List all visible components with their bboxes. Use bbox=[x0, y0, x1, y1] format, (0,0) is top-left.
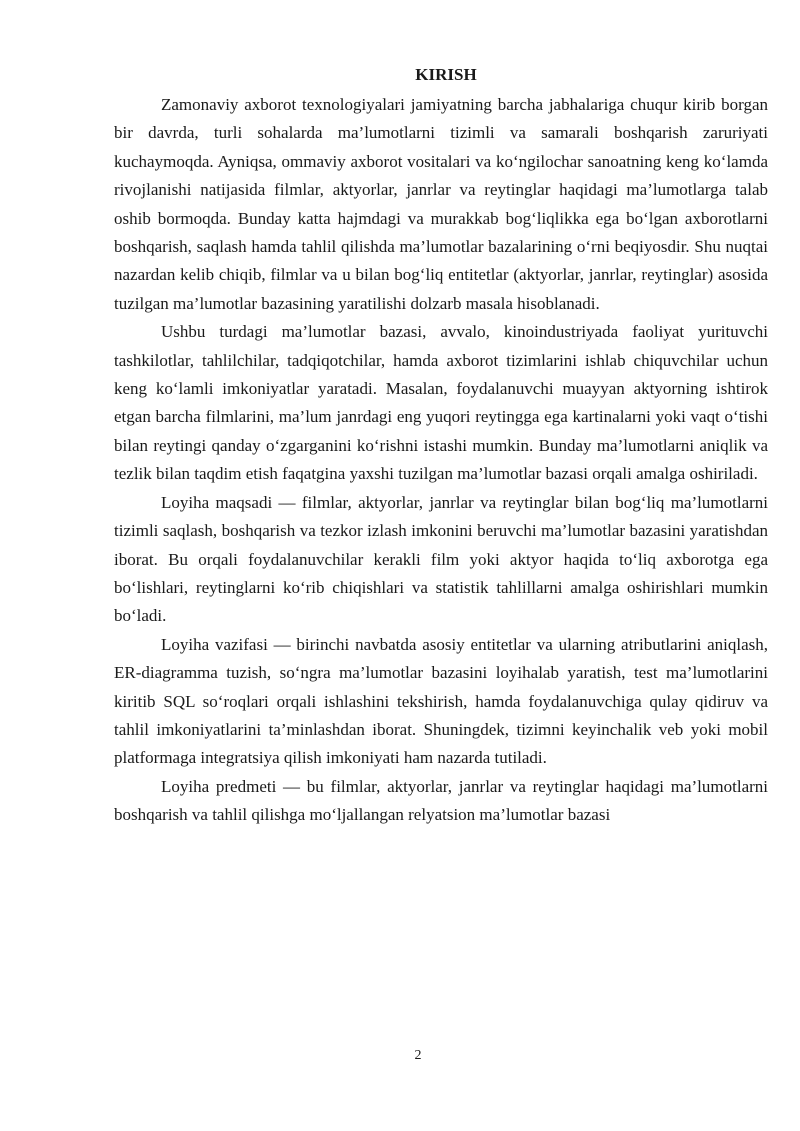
paragraph-project-tasks: Loyiha vazifasi — birinchi navbatda asosiy entitetlar va ularning atributlarini aniqlash, ER-diagramma tuzish, so‘ngra ma’lumotlar bazasini loyihalab yaratish, test ma’lumotlarini kiritib SQL so‘roqlari orqali ishlashini tekshirish, hamda foydalanuvchiga qulay qidiruv va tahlil imkoniyatlarini ta’minlashdan iborat. Shuningdek, tizimni keyinchalik veb yoki mobil platformaga integratsiya qilish imkoniyati ham nazarda tutiladi. bbox=[114, 634, 768, 768]
paragraph-project-goal: Loyiha maqsadi — filmlar, aktyorlar, janrlar va reytinglar bilan bog‘liq ma’lumotlarni tizimli saqlash, boshqarish va tezkor izlash imkonini beruvchi ma’lumotlar bazasini yaratishdan iborat. Bu orqali foydalanuvchilar kerakli film yoki aktyor haqida to‘liq axborotga ega bo‘lishlari, reytinglarni ko‘rib chiqishlari va statistik tahlillarni amalga oshirishlari mumkin bo‘ladi. bbox=[114, 492, 768, 626]
page-content bbox=[114, 64, 768, 830]
paragraph-database-usage: Ushbu turdagi ma’lumotlar bazasi, avvalo, kinoindustriyada faoliyat yurituvchi tashkilotlar, tahlilchilar, tadqiqotchilar, hamda axborot tizimlarini ishlab chiquvchilar uchun keng ko‘lamli imkoniyatlar yaratadi. Masalan, foydalanuvchi muayyan aktyorning ishtirok etgan barcha filmlarini, ma’lum janrdagi eng yuqori reytingga ega kartinalarni yoki vaqt o‘tishi bilan reytingi qanday o‘zgarganini ko‘rishni istashi mumkin. Bunday ma’lumotlarni aniqlik va tezlik bilan taqdim etish faqatgina yaxshi tuzilgan ma’lumotlar bazasi orqali amalga oshiriladi. bbox=[114, 322, 768, 484]
paragraph-project-subject: Loyiha predmeti — bu filmlar, aktyorlar, janrlar va reytinglar haqidagi ma’lumotlarni boshqarish va tahlil qilishga mo‘ljallangan relyatsion ma’lumotlar bazasi bbox=[114, 776, 768, 825]
page-number: 2 bbox=[414, 1048, 422, 1063]
section-title: KIRISH bbox=[415, 65, 477, 84]
paragraph-introduction: Zamonaviy axborot texnologiyalari jamiyatning barcha jabhalariga chuqur kirib borgan bir davrda, turli sohalarda ma’lumotlarni tizimli va samarali boshqarish zaruriyati kuchaymoqda. Ayniqsa, ommaviy axborot vositalari va ko‘ngilochar sanoatning keng ko‘lamda rivojlanishi natijasida filmlar, aktyorlar, janrlar va reytinglar haqidagi ma’lumotlarga talab oshib bormoqda. Bunday katta hajmdagi va murakkab bog‘liqlikka ega bo‘lgan axborotlarni boshqarish, saqlash hamda tahlil qilishda ma’lumotlar bazalarining o‘rni beqiyosdir. Shu nuqtai nazardan kelib chiqib, filmlar va u bilan bog‘liq entitetlar (aktyorlar, janrlar, reytinglar) asosida tuzilgan ma’lumotlar bazasining yaratilishi dolzarb masala hisoblanadi. bbox=[114, 95, 768, 313]
